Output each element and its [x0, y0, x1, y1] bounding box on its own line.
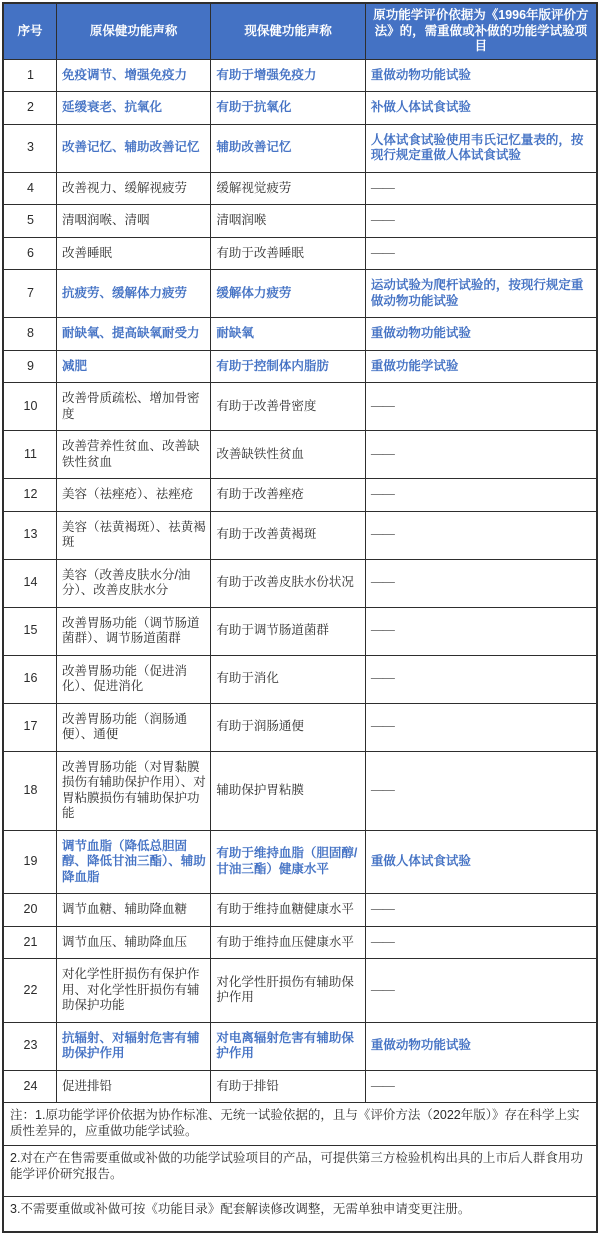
retest-item-cell: ——	[365, 172, 597, 205]
original-claim-cell: 改善胃肠功能（促进消化）、促进消化	[56, 655, 210, 703]
original-claim-cell: 改善胃肠功能（润肠通便）、通便	[56, 703, 210, 751]
original-claim-cell: 延缓衰老、抗氧化	[56, 92, 210, 125]
retest-item-cell: ——	[365, 511, 597, 559]
table-row	[3, 383, 597, 431]
table-row	[3, 124, 597, 172]
seq-no-cell: 8	[3, 318, 56, 351]
original-claim-cell: 调节血脂（降低总胆固醇、降低甘油三酯）、辅助降血脂	[56, 830, 210, 894]
original-claim-cell: 减肥	[56, 350, 210, 383]
current-claim-cell: 有助于改善骨密度	[211, 383, 365, 431]
retest-item-cell: 重做功能学试验	[365, 350, 597, 383]
seq-no-cell: 15	[3, 607, 56, 655]
seq-no-cell: 7	[3, 270, 56, 318]
table-row	[3, 607, 597, 655]
table-row	[3, 559, 597, 607]
table-row	[3, 1070, 597, 1103]
retest-item-cell: ——	[365, 383, 597, 431]
table-row	[3, 479, 597, 512]
retest-item-cell: ——	[365, 1070, 597, 1103]
seq-no-cell: 12	[3, 479, 56, 512]
retest-item-cell: ——	[365, 751, 597, 830]
current-claim-cell: 有助于维持血压健康水平	[211, 926, 365, 959]
current-claim-cell: 有助于改善痤疮	[211, 479, 365, 512]
current-claim-cell: 有助于增强免疫力	[211, 59, 365, 92]
original-claim-cell: 免疫调节、增强免疫力	[56, 59, 210, 92]
note-3: 3.不需要重做或补做可按《功能目录》配套解读修改调整，无需单独申请变更注册。	[3, 1197, 597, 1233]
table-row	[3, 237, 597, 270]
original-claim-cell: 对化学性肝损伤有保护作用、对化学性肝损伤有辅助保护功能	[56, 959, 210, 1023]
note-row	[3, 1197, 597, 1233]
seq-no-cell: 5	[3, 205, 56, 238]
original-claim-cell: 改善记忆、辅助改善记忆	[56, 124, 210, 172]
table-row	[3, 350, 597, 383]
seq-no-cell: 14	[3, 559, 56, 607]
seq-no-cell: 16	[3, 655, 56, 703]
table-row	[3, 511, 597, 559]
current-claim-cell: 有助于抗氧化	[211, 92, 365, 125]
seq-no-cell: 9	[3, 350, 56, 383]
current-claim-cell: 有助于维持血脂（胆固醇/甘油三酯）健康水平	[211, 830, 365, 894]
original-claim-cell: 调节血压、辅助降血压	[56, 926, 210, 959]
seq-no-cell: 20	[3, 894, 56, 927]
retest-item-cell: ——	[365, 205, 597, 238]
current-claim-cell: 对电离辐射危害有辅助保护作用	[211, 1022, 365, 1070]
original-claim-cell: 美容（祛痤疮）、祛痤疮	[56, 479, 210, 512]
table-row	[3, 655, 597, 703]
note-row	[3, 1146, 597, 1197]
current-claim-cell: 耐缺氧	[211, 318, 365, 351]
seq-no-cell: 22	[3, 959, 56, 1023]
original-claim-cell: 改善胃肠功能（调节肠道菌群）、调节肠道菌群	[56, 607, 210, 655]
original-claim-cell: 美容（改善皮肤水分/油分）、改善皮肤水分	[56, 559, 210, 607]
table-row	[3, 92, 597, 125]
seq-no-cell: 24	[3, 1070, 56, 1103]
note-2: 2.对在产在售需要重做或补做的功能学试验项目的产品，可提供第三方检验机构出具的上市后人群食用功能学评价研究报告。	[3, 1146, 597, 1197]
current-claim-cell: 有助于改善睡眠	[211, 237, 365, 270]
header-current-claim: 现保健功能声称	[211, 3, 365, 59]
table-row	[3, 172, 597, 205]
seq-no-cell: 10	[3, 383, 56, 431]
table-row	[3, 1022, 597, 1070]
current-claim-cell: 有助于维持血糖健康水平	[211, 894, 365, 927]
retest-item-cell: ——	[365, 479, 597, 512]
header-row	[3, 3, 597, 59]
retest-item-cell: ——	[365, 655, 597, 703]
table-row	[3, 703, 597, 751]
note-row	[3, 1103, 597, 1146]
original-claim-cell: 抗辐射、对辐射危害有辅助保护作用	[56, 1022, 210, 1070]
table-row	[3, 318, 597, 351]
current-claim-cell: 缓解体力疲劳	[211, 270, 365, 318]
retest-item-cell: ——	[365, 894, 597, 927]
header-retest-item: 原功能学评价依据为《1996年版评价方法》的，需重做或补做的功能学试验项目	[365, 3, 597, 59]
seq-no-cell: 18	[3, 751, 56, 830]
retest-item-cell: 重做人体试食试验	[365, 830, 597, 894]
original-claim-cell: 美容（祛黄褐斑）、祛黄褐斑	[56, 511, 210, 559]
original-claim-cell: 抗疲劳、缓解体力疲劳	[56, 270, 210, 318]
original-claim-cell: 清咽润喉、清咽	[56, 205, 210, 238]
health-function-claims-table	[2, 2, 598, 1233]
current-claim-cell: 有助于消化	[211, 655, 365, 703]
retest-item-cell: ——	[365, 237, 597, 270]
header-original-claim: 原保健功能声称	[56, 3, 210, 59]
current-claim-cell: 有助于改善皮肤水份状况	[211, 559, 365, 607]
table-row	[3, 59, 597, 92]
retest-item-cell: 重做动物功能试验	[365, 1022, 597, 1070]
table-row	[3, 830, 597, 894]
original-claim-cell: 促进排铅	[56, 1070, 210, 1103]
current-claim-cell: 清咽润喉	[211, 205, 365, 238]
retest-item-cell: 重做动物功能试验	[365, 59, 597, 92]
original-claim-cell: 耐缺氧、提高缺氧耐受力	[56, 318, 210, 351]
retest-item-cell: 补做人体试食试验	[365, 92, 597, 125]
current-claim-cell: 缓解视觉疲劳	[211, 172, 365, 205]
table-body	[3, 59, 597, 1103]
table-row	[3, 926, 597, 959]
table-row	[3, 431, 597, 479]
retest-item-cell: ——	[365, 607, 597, 655]
header-seq-no: 序号	[3, 3, 56, 59]
retest-item-cell: ——	[365, 959, 597, 1023]
current-claim-cell: 有助于控制体内脂肪	[211, 350, 365, 383]
original-claim-cell: 调节血糖、辅助降血糖	[56, 894, 210, 927]
retest-item-cell: ——	[365, 703, 597, 751]
original-claim-cell: 改善睡眠	[56, 237, 210, 270]
seq-no-cell: 1	[3, 59, 56, 92]
current-claim-cell: 有助于调节肠道菌群	[211, 607, 365, 655]
current-claim-cell: 辅助改善记忆	[211, 124, 365, 172]
original-claim-cell: 改善骨质疏松、增加骨密度	[56, 383, 210, 431]
retest-item-cell: ——	[365, 926, 597, 959]
seq-no-cell: 11	[3, 431, 56, 479]
retest-item-cell: 重做动物功能试验	[365, 318, 597, 351]
note-1: 注：1.原功能学评价依据为协作标准、无统一试验依据的，且与《评价方法（2022年版）》存在科学上实质性差异的，应重做功能学试验。	[3, 1103, 597, 1146]
current-claim-cell: 辅助保护胃粘膜	[211, 751, 365, 830]
retest-item-cell: 运动试验为爬杆试验的，按现行规定重做动物功能试验	[365, 270, 597, 318]
retest-item-cell: 人体试食试验使用韦氏记忆量表的，按现行规定重做人体试食试验	[365, 124, 597, 172]
seq-no-cell: 21	[3, 926, 56, 959]
original-claim-cell: 改善胃肠功能（对胃黏膜损伤有辅助保护作用）、对胃粘膜损伤有辅助保护功能	[56, 751, 210, 830]
original-claim-cell: 改善视力、缓解视疲劳	[56, 172, 210, 205]
seq-no-cell: 13	[3, 511, 56, 559]
current-claim-cell: 改善缺铁性贫血	[211, 431, 365, 479]
current-claim-cell: 有助于润肠通便	[211, 703, 365, 751]
seq-no-cell: 4	[3, 172, 56, 205]
seq-no-cell: 23	[3, 1022, 56, 1070]
current-claim-cell: 有助于改善黄褐斑	[211, 511, 365, 559]
retest-item-cell: ——	[365, 431, 597, 479]
seq-no-cell: 2	[3, 92, 56, 125]
current-claim-cell: 有助于排铅	[211, 1070, 365, 1103]
retest-item-cell: ——	[365, 559, 597, 607]
seq-no-cell: 17	[3, 703, 56, 751]
seq-no-cell: 19	[3, 830, 56, 894]
table-row	[3, 959, 597, 1023]
seq-no-cell: 6	[3, 237, 56, 270]
table-row	[3, 751, 597, 830]
notes-section	[3, 1103, 597, 1233]
seq-no-cell: 3	[3, 124, 56, 172]
table-row	[3, 205, 597, 238]
current-claim-cell: 对化学性肝损伤有辅助保护作用	[211, 959, 365, 1023]
table-row	[3, 270, 597, 318]
original-claim-cell: 改善营养性贫血、改善缺铁性贫血	[56, 431, 210, 479]
table-row	[3, 894, 597, 927]
